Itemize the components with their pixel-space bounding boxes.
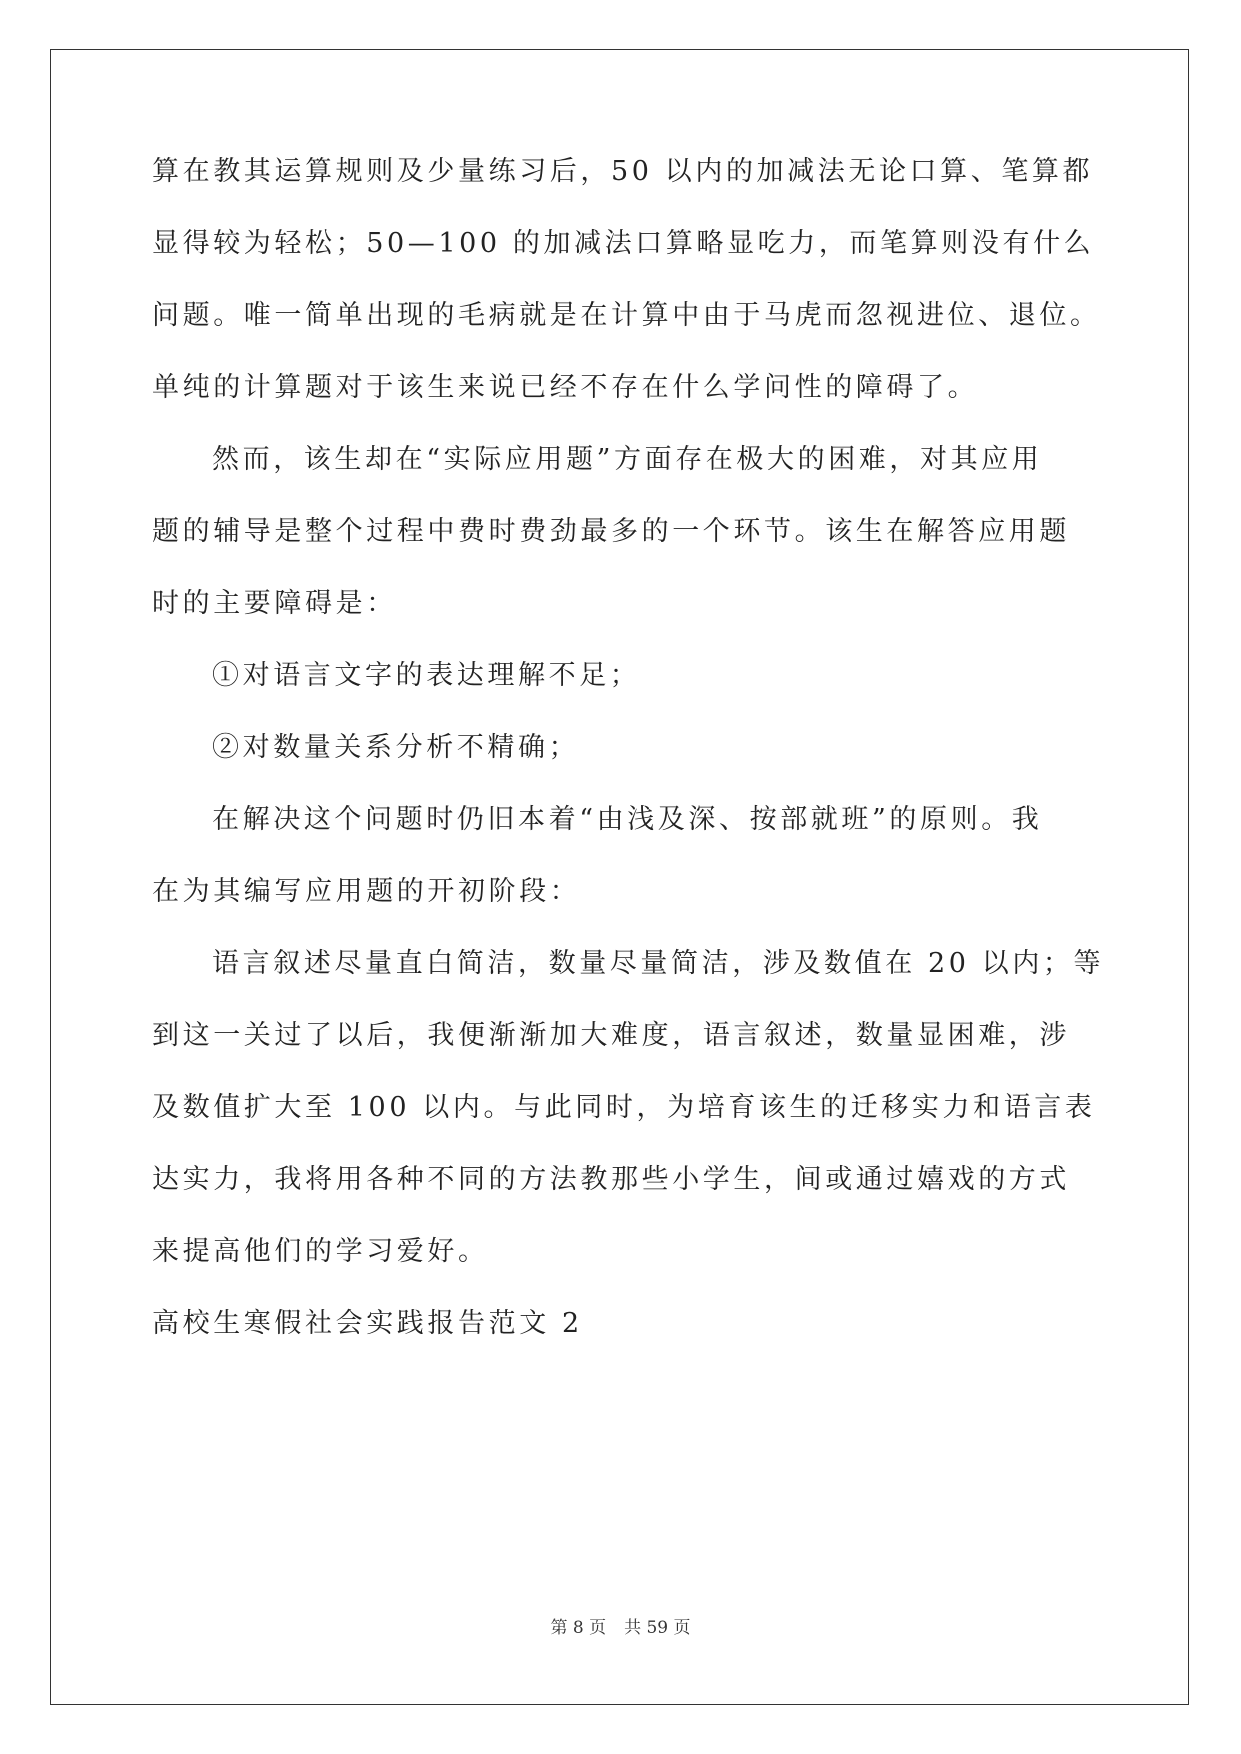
text-line: 达实力，我将用各种不同的方法教那些小学生，间或通过嬉戏的方式 xyxy=(152,1164,1070,1195)
list-item: ①对语言文字的表达理解不足； xyxy=(212,660,641,691)
paragraph-start-line: 在解决这个问题时仍旧本着“由浅及深、按部就班”的原则。我 xyxy=(212,804,1043,835)
list-item: ②对数量关系分析不精确； xyxy=(212,732,580,763)
text-line: 在为其编写应用题的开初阶段： xyxy=(152,876,581,907)
page-footer xyxy=(0,1616,1241,1640)
text-line: 单纯的计算题对于该生来说已经不存在什么学问性的障碍了。 xyxy=(152,372,979,403)
paragraph-start-line: 语言叙述尽量直白简洁，数量尽量简洁，涉及数值在 20 以内；等 xyxy=(212,948,1105,979)
text-line: 题的辅导是整个过程中费时费劲最多的一个环节。该生在解答应用题 xyxy=(152,516,1070,547)
text-line: 问题。唯一简单出现的毛病就是在计算中由于马虎而忽视进位、退位。 xyxy=(152,300,1101,331)
text-line: 到这一关过了以后，我便渐渐加大难度，语言叙述，数量显困难，涉 xyxy=(152,1020,1070,1051)
text-line: 来提高他们的学习爱好。 xyxy=(152,1236,489,1267)
page-total: 共 59 页 xyxy=(624,1618,691,1638)
paragraph-start-line: 然而，该生却在“实际应用题”方面存在极大的困难，对其应用 xyxy=(212,444,1043,475)
page-number: 第 8 页 xyxy=(550,1618,607,1638)
text-line: 算在教其运算规则及少量练习后，50 以内的加减法无论口算、笔算都 xyxy=(152,156,1094,187)
text-line: 显得较为轻松；50—100 的加减法口算略显吃力，而笔算则没有什么 xyxy=(152,228,1095,259)
text-line: 及数值扩大至 100 以内。与此同时，为培育该生的迁移实力和语言表 xyxy=(152,1092,1096,1123)
section-heading: 高校生寒假社会实践报告范文 2 xyxy=(152,1308,583,1339)
text-line: 时的主要障碍是： xyxy=(152,588,397,619)
